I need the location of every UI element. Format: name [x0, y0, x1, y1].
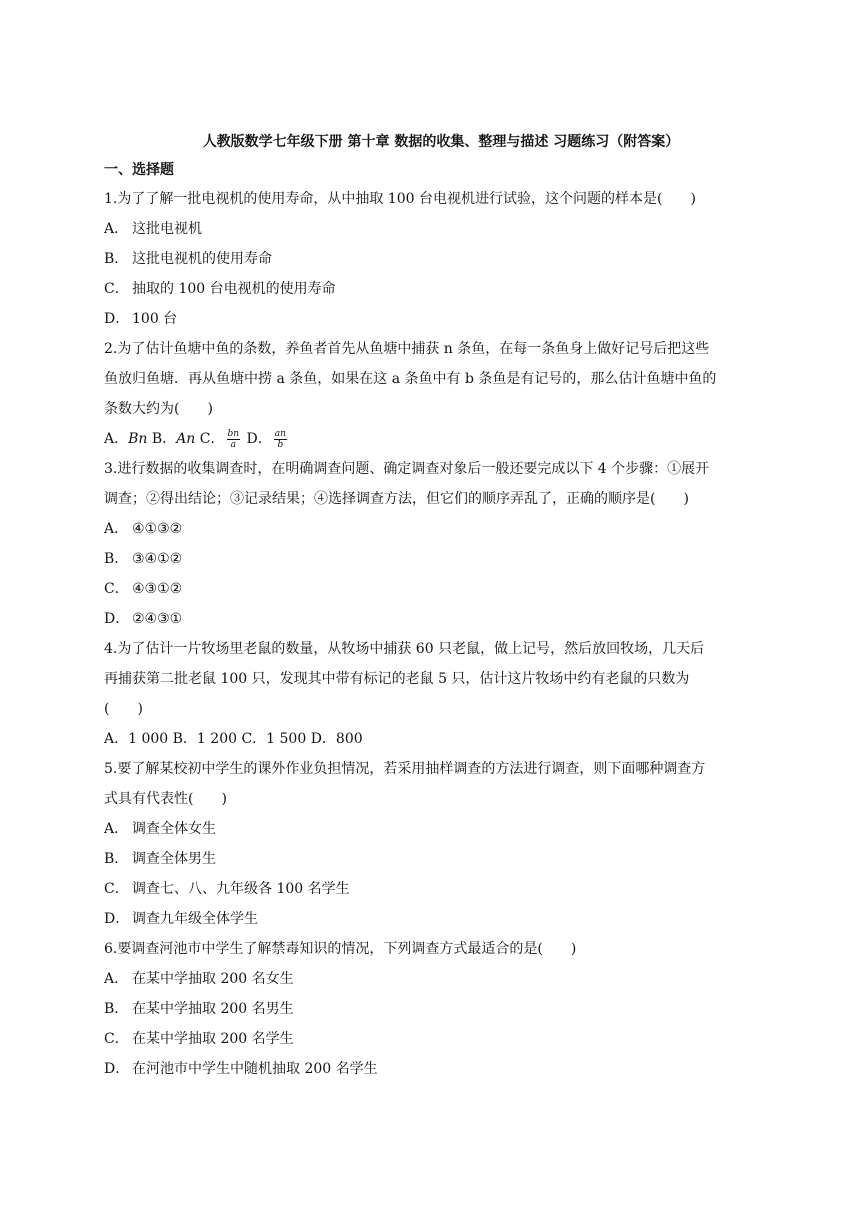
question-3-option-b: B． ③④①② — [104, 551, 183, 567]
question-3-option-a: A． ④①③② — [104, 521, 183, 537]
question-1 — [104, 184, 756, 334]
question-5-option-a: A． 调查全体女生 — [104, 821, 216, 837]
question-3-option-c: C． ④③①② — [104, 581, 183, 597]
question-6-stem: 6.要调查河池市中学生了解禁毒知识的情况，下列调查方式最适合的是( ) — [104, 941, 577, 957]
question-5-stem-line-1: 5.要了解某校初中学生的课外作业负担情况，若采用抽样调查的方法进行调查，则下面哪种调查方 — [104, 761, 706, 777]
question-1-option-d: D． 100 台 — [104, 311, 178, 327]
question-2-option-c-fraction: $\frac{bn}{a}$ — [227, 428, 240, 450]
question-2-stem-line-3: 条数大约为( ) — [104, 401, 213, 417]
question-3-option-d: D． ②④③① — [104, 611, 183, 627]
question-6 — [104, 934, 756, 1084]
question-4 — [104, 634, 756, 754]
question-1-stem: 1.为了了解一批电视机的使用寿命，从中抽取 100 台电视机进行试验，这个问题的样本是( ) — [104, 191, 696, 207]
question-2-option-d-letter: D． — [246, 431, 272, 447]
question-6-option-b: B． 在某中学抽取 200 名男生 — [104, 1001, 294, 1017]
question-2 — [104, 334, 756, 454]
question-5-stem-line-2: 式具有代表性( ) — [104, 791, 227, 807]
question-2-option-b: An — [176, 431, 196, 447]
question-2-stem-line-2: 鱼放归鱼塘．再从鱼塘中捞 a 条鱼，如果在这 a 条鱼中有 b 条鱼是有记号的，那么估计鱼塘中鱼的 — [104, 371, 717, 387]
question-1-option-c: C． 抽取的 100 台电视机的使用寿命 — [104, 281, 336, 297]
question-4-stem-line-2: 再捕获第二批老鼠 100 只，发现其中带有标记的老鼠 5 只，估计这片牧场中约有老鼠的只数为 — [104, 671, 690, 687]
question-3-stem-line-2: 调查；②得出结论；③记录结果；④选择调查方法，但它们的顺序弄乱了，正确的顺序是( ) — [104, 491, 689, 507]
question-5-option-d: D． 调查九年级全体学生 — [104, 911, 258, 927]
document-title: 人教版数学七年级下册 第十章 数据的收集、整理与描述 习题练习（附答案） — [202, 134, 680, 150]
question-2-stem-line-1: 2.为了估计鱼塘中鱼的条数，养鱼者首先从鱼塘中捕获 n 条鱼，在每一条鱼身上做好记号后把这些 — [104, 341, 710, 357]
question-5 — [104, 754, 756, 934]
question-4-options: A．1 000 B．1 200 C．1 500 D．800 — [104, 731, 363, 747]
question-4-stem-line-3: ( ) — [104, 701, 143, 717]
section-heading: 一、选择题 — [104, 162, 174, 178]
question-1-option-a: A． 这批电视机 — [104, 221, 202, 237]
question-6-option-a: A． 在某中学抽取 200 名女生 — [104, 971, 294, 987]
question-2-option-b-letter: B． — [151, 431, 177, 447]
question-5-option-b: B． 调查全体男生 — [104, 851, 216, 867]
question-1-option-b: B． 这批电视机的使用寿命 — [104, 251, 272, 267]
question-2-option-c-letter: C． — [199, 431, 225, 447]
question-3-stem-line-1: 3.进行数据的收集调查时，在明确调查问题、确定调查对象后一般还要完成以下 4 个步骤：①展开 — [104, 461, 710, 477]
question-2-option-d-fraction: $\frac{an}{b}$ — [274, 428, 286, 450]
question-4-stem-line-1: 4.为了估计一片牧场里老鼠的数量，从牧场中捕获 60 只老鼠，做上记号，然后放回牧场，几天后 — [104, 641, 705, 657]
question-3 — [104, 454, 756, 634]
document-page — [104, 128, 756, 1084]
question-6-option-d: D． 在河池市中学生中随机抽取 200 名学生 — [104, 1061, 378, 1077]
question-2-option-a: Bn — [128, 431, 148, 447]
question-2-options — [104, 424, 756, 454]
question-6-option-c: C． 在某中学抽取 200 名学生 — [104, 1031, 294, 1047]
question-5-option-c: C． 调查七、八、九年级各 100 名学生 — [104, 881, 350, 897]
question-2-option-a-letter: A． — [104, 431, 129, 447]
